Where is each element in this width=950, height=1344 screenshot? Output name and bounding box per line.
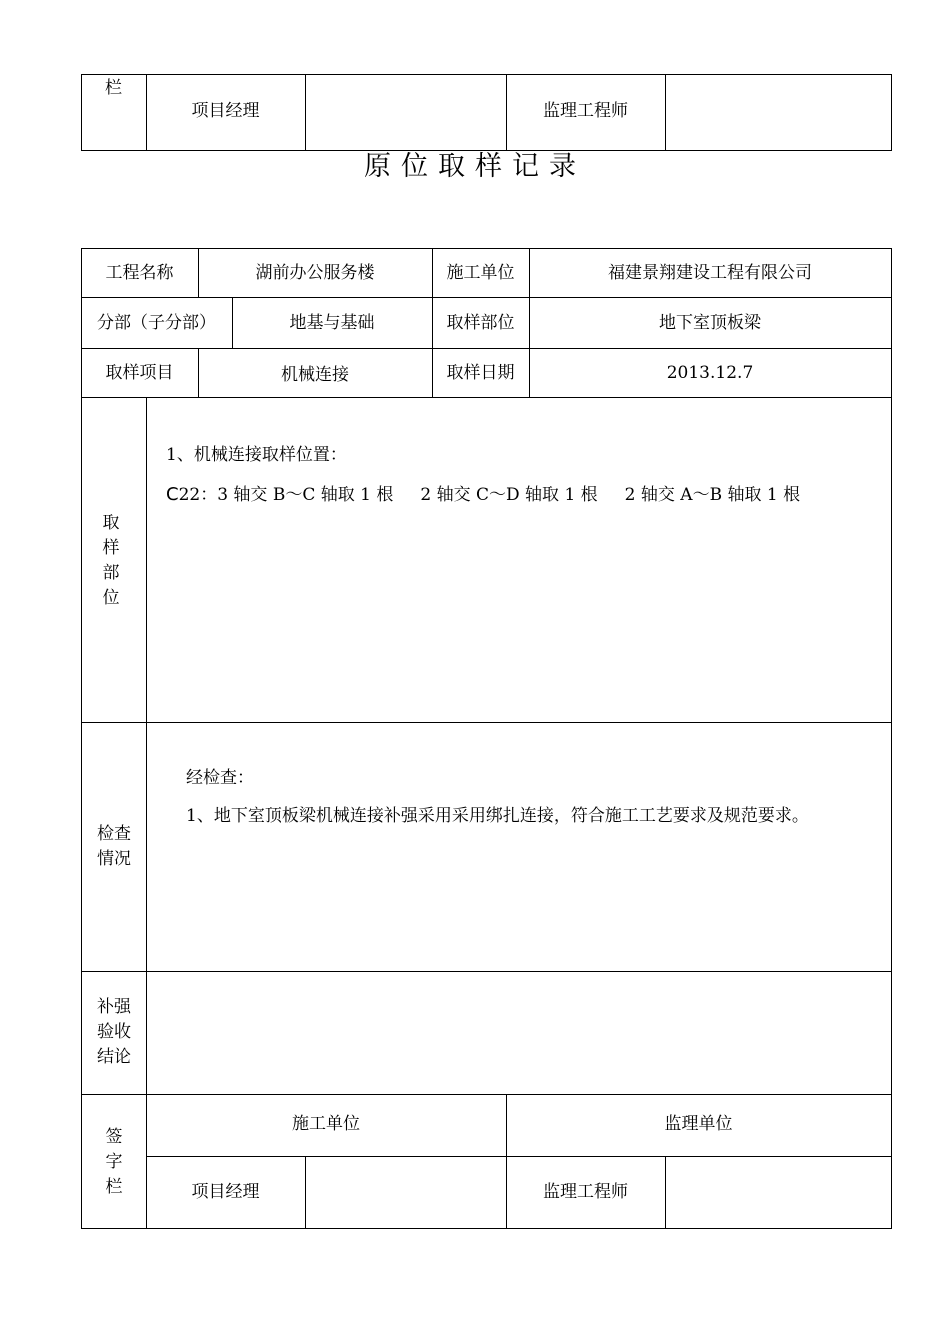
date-label: 取样日期 bbox=[446, 363, 515, 383]
signature-side-label: 签 字 栏 bbox=[105, 1127, 123, 1197]
location-label: 取样部位 bbox=[446, 313, 515, 333]
division-label: 分部（子分部） bbox=[97, 313, 216, 333]
contractor-value: 福建景翔建设工程有限公司 bbox=[608, 263, 812, 283]
sampling-line-1: 1、机械连接取样位置： bbox=[166, 445, 347, 465]
location-value: 地下室顶板梁 bbox=[659, 313, 761, 333]
sampling-positions: 22：3 轴交 B～C 轴取 1 根 2 轴交 C～D 轴取 1 根 2 轴交 A～B 轴取 1 根 bbox=[178, 485, 801, 505]
sampling-rebar-prefix: C bbox=[166, 484, 179, 505]
signature-supervisor-label: 监理工程师 bbox=[543, 1182, 628, 1202]
inspection-side-label: 检查 情况 bbox=[97, 824, 131, 869]
top-label-stub: 栏 bbox=[105, 78, 122, 98]
signature-contractor-unit: 施工单位 bbox=[292, 1114, 360, 1134]
page-title: 原位取样记录 bbox=[364, 151, 586, 182]
item-label: 取样项目 bbox=[105, 363, 174, 383]
date-value: 2013.12.7 bbox=[666, 363, 754, 383]
signature-supervisor-unit: 监理单位 bbox=[664, 1114, 733, 1134]
sampling-line-2 bbox=[166, 485, 800, 505]
contractor-label: 施工单位 bbox=[446, 263, 515, 283]
division-value: 地基与基础 bbox=[289, 313, 375, 333]
project-name-label: 工程名称 bbox=[105, 263, 174, 283]
top-pm-label: 项目经理 bbox=[191, 101, 260, 121]
sampling-side-label: 取 样 部 位 bbox=[102, 513, 120, 608]
signature-pm-label: 项目经理 bbox=[191, 1182, 260, 1202]
project-name-value: 湖前办公服务楼 bbox=[255, 263, 375, 283]
top-supervisor-label: 监理工程师 bbox=[543, 101, 628, 121]
item-value: 机械连接 bbox=[281, 365, 349, 385]
inspection-line-1: 经检查： bbox=[186, 768, 254, 788]
inspection-line-2: 1、地下室顶板梁机械连接补强采用采用绑扎连接，符合施工工艺要求及规范要求。 bbox=[186, 806, 809, 826]
conclusion-side-label: 补强 验收 结论 bbox=[97, 997, 131, 1067]
